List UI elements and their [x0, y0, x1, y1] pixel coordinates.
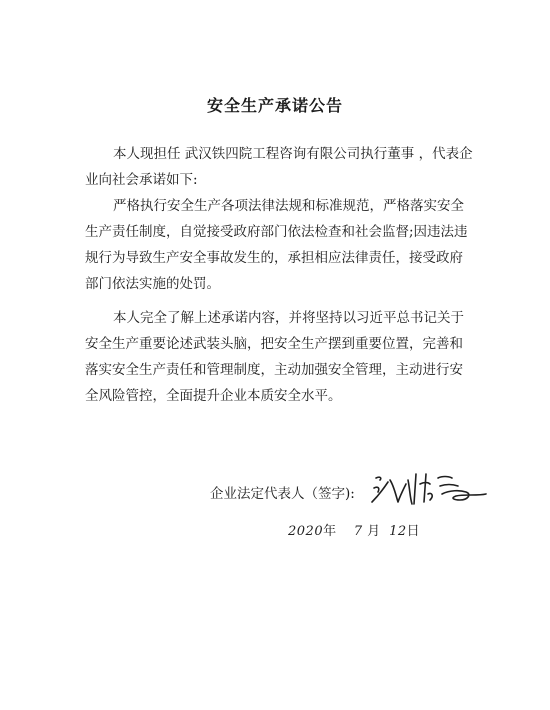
date-day-unit: 日: [406, 524, 420, 539]
paragraph-text: 严格执行安全生产各项法律法规和标准规范，严格落实安全生产责任制度，自觉接受政府部门依法检查和社会监督;因违法违规行为导致生产安全事故发生的，承担相应法律责任，接受政府部门依法实施的处罚。: [85, 198, 468, 292]
paragraph-safety-commitment: [85, 305, 475, 409]
document-title: 安全生产承诺公告: [206, 96, 343, 115]
date-month-unit: 月: [367, 524, 381, 539]
signature-date: [288, 520, 420, 539]
date-day: 12: [389, 524, 407, 539]
date-month: 7: [353, 524, 363, 539]
date-year-unit: 年: [323, 524, 337, 539]
paragraph-text: 本人完全了解上述承诺内容，并将坚持以习近平总书记关于安全生产重要论述武装头脑，把安全生产摆到重要位置，完善和落实安全生产责任和管理制度，主动加强安全管理，主动进行安全风险管控，全面提升企业本质安全水平。: [85, 310, 464, 404]
handwritten-signature: [368, 466, 498, 516]
date-year: 2020: [288, 524, 324, 539]
paragraph-commitment-intro: [85, 141, 475, 193]
signature-label: 企业法定代表人（签字):: [210, 486, 355, 502]
paragraph-legal-obligations: [85, 193, 475, 297]
signature-icon: [368, 466, 498, 512]
paragraph-text: 本人现担任 武汉铁四院工程咨询有限公司执行董事 ，代表企业向社会承诺如下:: [85, 146, 473, 188]
